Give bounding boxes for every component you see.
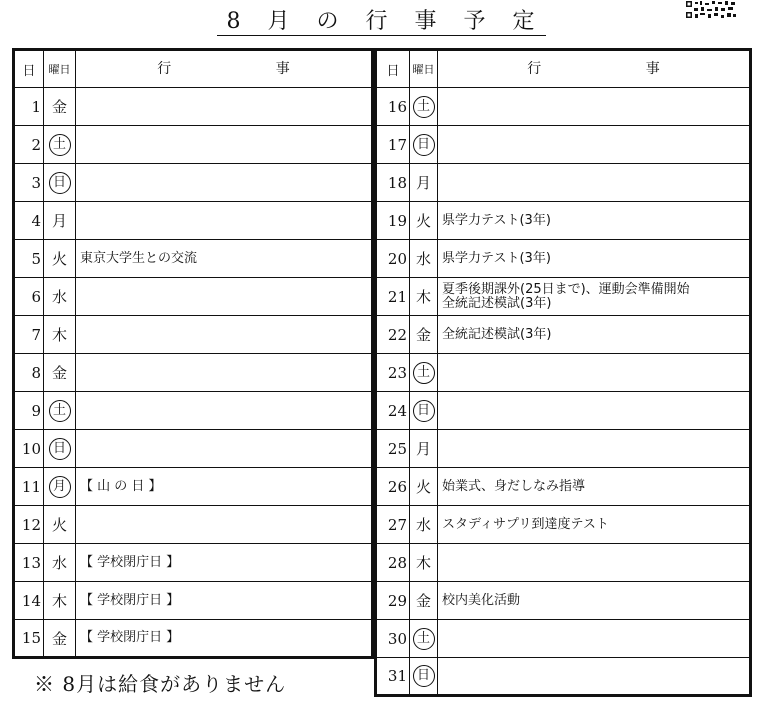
- event-cell: [76, 126, 373, 164]
- day-of-week: [410, 468, 438, 506]
- day-number: 16: [376, 88, 410, 126]
- weekday-label: 木: [415, 554, 431, 572]
- day-of-week: [410, 240, 438, 278]
- weekday-label: 火: [51, 516, 67, 534]
- table-row: [14, 164, 373, 202]
- table-row: [376, 392, 751, 430]
- day-number: 2: [14, 126, 44, 164]
- table-row: [14, 620, 373, 658]
- event-cell: 【 学校閉庁日 】: [76, 582, 373, 620]
- weekday-label: 月: [415, 440, 431, 458]
- header-dow: [44, 50, 76, 88]
- day-number: 7: [14, 316, 44, 354]
- event-cell: 【 山 の 日 】: [76, 468, 373, 506]
- day-of-week: [44, 126, 76, 164]
- weekday-label: 金: [51, 98, 67, 116]
- event-cell: [76, 354, 373, 392]
- day-of-week: [44, 582, 76, 620]
- day-number: 5: [14, 240, 44, 278]
- day-number: 21: [376, 278, 410, 316]
- day-of-week: [44, 88, 76, 126]
- table-row: [376, 164, 751, 202]
- day-of-week: [410, 658, 438, 696]
- weekday-label: 木: [415, 288, 431, 306]
- table-row: [376, 354, 751, 392]
- day-number: 12: [14, 506, 44, 544]
- day-number: 8: [14, 354, 44, 392]
- event-cell: 全統記述模試(3年): [438, 316, 751, 354]
- page-title: 8 月 の 行 事 予 定: [0, 4, 763, 35]
- table-row: [14, 354, 373, 392]
- day-of-week: [410, 354, 438, 392]
- event-cell: 東京大学生との交流: [76, 240, 373, 278]
- holiday-circle: 土: [413, 362, 435, 384]
- event-cell: [76, 164, 373, 202]
- day-of-week: [44, 430, 76, 468]
- table-row: [376, 202, 751, 240]
- header-dow-label: 曜日: [412, 62, 435, 76]
- weekday-label: 火: [415, 212, 431, 230]
- day-number: 22: [376, 316, 410, 354]
- event-cell: 【 学校閉庁日 】: [76, 544, 373, 582]
- day-number: 15: [14, 620, 44, 658]
- weekday-label: 水: [51, 288, 67, 306]
- day-number: 28: [376, 544, 410, 582]
- event-cell: [76, 430, 373, 468]
- header-event: 行 事: [76, 50, 373, 88]
- holiday-circle: 日: [413, 400, 435, 422]
- day-of-week: [410, 544, 438, 582]
- schedule-table-right: [374, 48, 752, 697]
- table-row: [14, 88, 373, 126]
- day-of-week: [44, 278, 76, 316]
- day-of-week: [410, 430, 438, 468]
- day-number: 1: [14, 88, 44, 126]
- event-cell: スタディサプリ到達度テスト: [438, 506, 751, 544]
- holiday-circle: 日: [413, 665, 435, 687]
- event-cell: [76, 392, 373, 430]
- day-number: 30: [376, 620, 410, 658]
- day-number: 14: [14, 582, 44, 620]
- table-row: [14, 392, 373, 430]
- day-of-week: [44, 202, 76, 240]
- day-number: 17: [376, 126, 410, 164]
- table-header-row: [376, 50, 751, 88]
- weekday-label: 火: [415, 478, 431, 496]
- day-number: 26: [376, 468, 410, 506]
- day-number: 27: [376, 506, 410, 544]
- day-number: 4: [14, 202, 44, 240]
- day-number: 24: [376, 392, 410, 430]
- day-of-week: [44, 392, 76, 430]
- day-of-week: [410, 316, 438, 354]
- event-cell: [438, 88, 751, 126]
- day-of-week: [410, 582, 438, 620]
- table-row: [14, 582, 373, 620]
- table-row: [14, 202, 373, 240]
- holiday-circle: 土: [49, 400, 71, 422]
- header-day: 日: [14, 50, 44, 88]
- event-cell: [438, 164, 751, 202]
- table-header-row: [14, 50, 373, 88]
- event-cell: [438, 392, 751, 430]
- table-row: [14, 430, 373, 468]
- day-of-week: [44, 164, 76, 202]
- table-row: [376, 126, 751, 164]
- event-cell: 県学力テスト(3年): [438, 202, 751, 240]
- event-cell: 校内美化活動: [438, 582, 751, 620]
- holiday-circle: 日: [413, 134, 435, 156]
- header-dow: [410, 50, 438, 88]
- event-cell: [438, 430, 751, 468]
- day-of-week: [410, 202, 438, 240]
- day-of-week: [410, 88, 438, 126]
- qr-code-icon: [685, 0, 737, 20]
- weekday-label: 木: [51, 326, 67, 344]
- header-event: 行 事: [438, 50, 751, 88]
- table-row: [376, 506, 751, 544]
- table-row: [376, 468, 751, 506]
- table-row: [14, 544, 373, 582]
- event-cell: [76, 278, 373, 316]
- day-of-week: [410, 164, 438, 202]
- header-day: 日: [376, 50, 410, 88]
- day-of-week: [44, 316, 76, 354]
- day-number: 18: [376, 164, 410, 202]
- day-of-week: [410, 392, 438, 430]
- event-cell: 県学力テスト(3年): [438, 240, 751, 278]
- holiday-circle: 日: [49, 172, 71, 194]
- table-row: [14, 240, 373, 278]
- event-cell: [438, 620, 751, 658]
- event-cell: [76, 88, 373, 126]
- table-row: [376, 278, 751, 316]
- holiday-circle: 土: [413, 96, 435, 118]
- table-row: [14, 468, 373, 506]
- weekday-label: 金: [51, 364, 67, 382]
- day-of-week: [44, 240, 76, 278]
- table-row: [376, 544, 751, 582]
- weekday-label: 水: [415, 250, 431, 268]
- day-number: 25: [376, 430, 410, 468]
- day-of-week: [410, 506, 438, 544]
- day-number: 3: [14, 164, 44, 202]
- weekday-label: 金: [415, 592, 431, 610]
- holiday-circle: 日: [49, 438, 71, 460]
- table-row: [14, 278, 373, 316]
- event-cell: [438, 544, 751, 582]
- day-number: 11: [14, 468, 44, 506]
- day-number: 13: [14, 544, 44, 582]
- day-of-week: [410, 278, 438, 316]
- table-row: [376, 658, 751, 696]
- weekday-label: 木: [51, 592, 67, 610]
- day-number: 19: [376, 202, 410, 240]
- event-cell: [76, 316, 373, 354]
- holiday-circle: 土: [413, 628, 435, 650]
- day-number: 6: [14, 278, 44, 316]
- event-cell: [76, 202, 373, 240]
- table-row: [14, 506, 373, 544]
- day-number: 31: [376, 658, 410, 696]
- day-number: 20: [376, 240, 410, 278]
- weekday-label: 水: [51, 554, 67, 572]
- table-row: [14, 126, 373, 164]
- weekday-label: 水: [415, 516, 431, 534]
- schedule-table-left: [12, 48, 374, 659]
- table-row: [376, 620, 751, 658]
- day-of-week: [44, 506, 76, 544]
- event-cell: 夏季後期課外(25日まで)、運動会準備開始 全統記述模試(3年): [438, 278, 751, 316]
- event-cell: [438, 658, 751, 696]
- day-number: 23: [376, 354, 410, 392]
- holiday-circle: 土: [49, 134, 71, 156]
- day-of-week: [44, 354, 76, 392]
- event-cell: [438, 354, 751, 392]
- table-row: [376, 88, 751, 126]
- table-row: [376, 582, 751, 620]
- day-of-week: [44, 620, 76, 658]
- table-row: [376, 240, 751, 278]
- day-of-week: [410, 620, 438, 658]
- weekday-label: 月: [415, 174, 431, 192]
- day-number: 29: [376, 582, 410, 620]
- header-dow-label: 曜日: [48, 62, 71, 76]
- weekday-label: 火: [51, 250, 67, 268]
- table-row: [376, 316, 751, 354]
- day-of-week: [44, 468, 76, 506]
- weekday-label: 金: [415, 326, 431, 344]
- day-of-week: [410, 126, 438, 164]
- event-cell: 始業式、身だしなみ指導: [438, 468, 751, 506]
- event-cell: [438, 126, 751, 164]
- weekday-label: 金: [51, 629, 67, 648]
- day-number: 10: [14, 430, 44, 468]
- day-number: 9: [14, 392, 44, 430]
- event-cell: [76, 506, 373, 544]
- day-of-week: [44, 544, 76, 582]
- lunch-note: ※ 8月は給食がありません: [34, 672, 287, 696]
- holiday-circle: 月: [49, 476, 71, 498]
- table-row: [376, 430, 751, 468]
- event-cell: 【 学校閉庁日 】: [76, 620, 373, 658]
- table-row: [14, 316, 373, 354]
- weekday-label: 月: [51, 212, 67, 230]
